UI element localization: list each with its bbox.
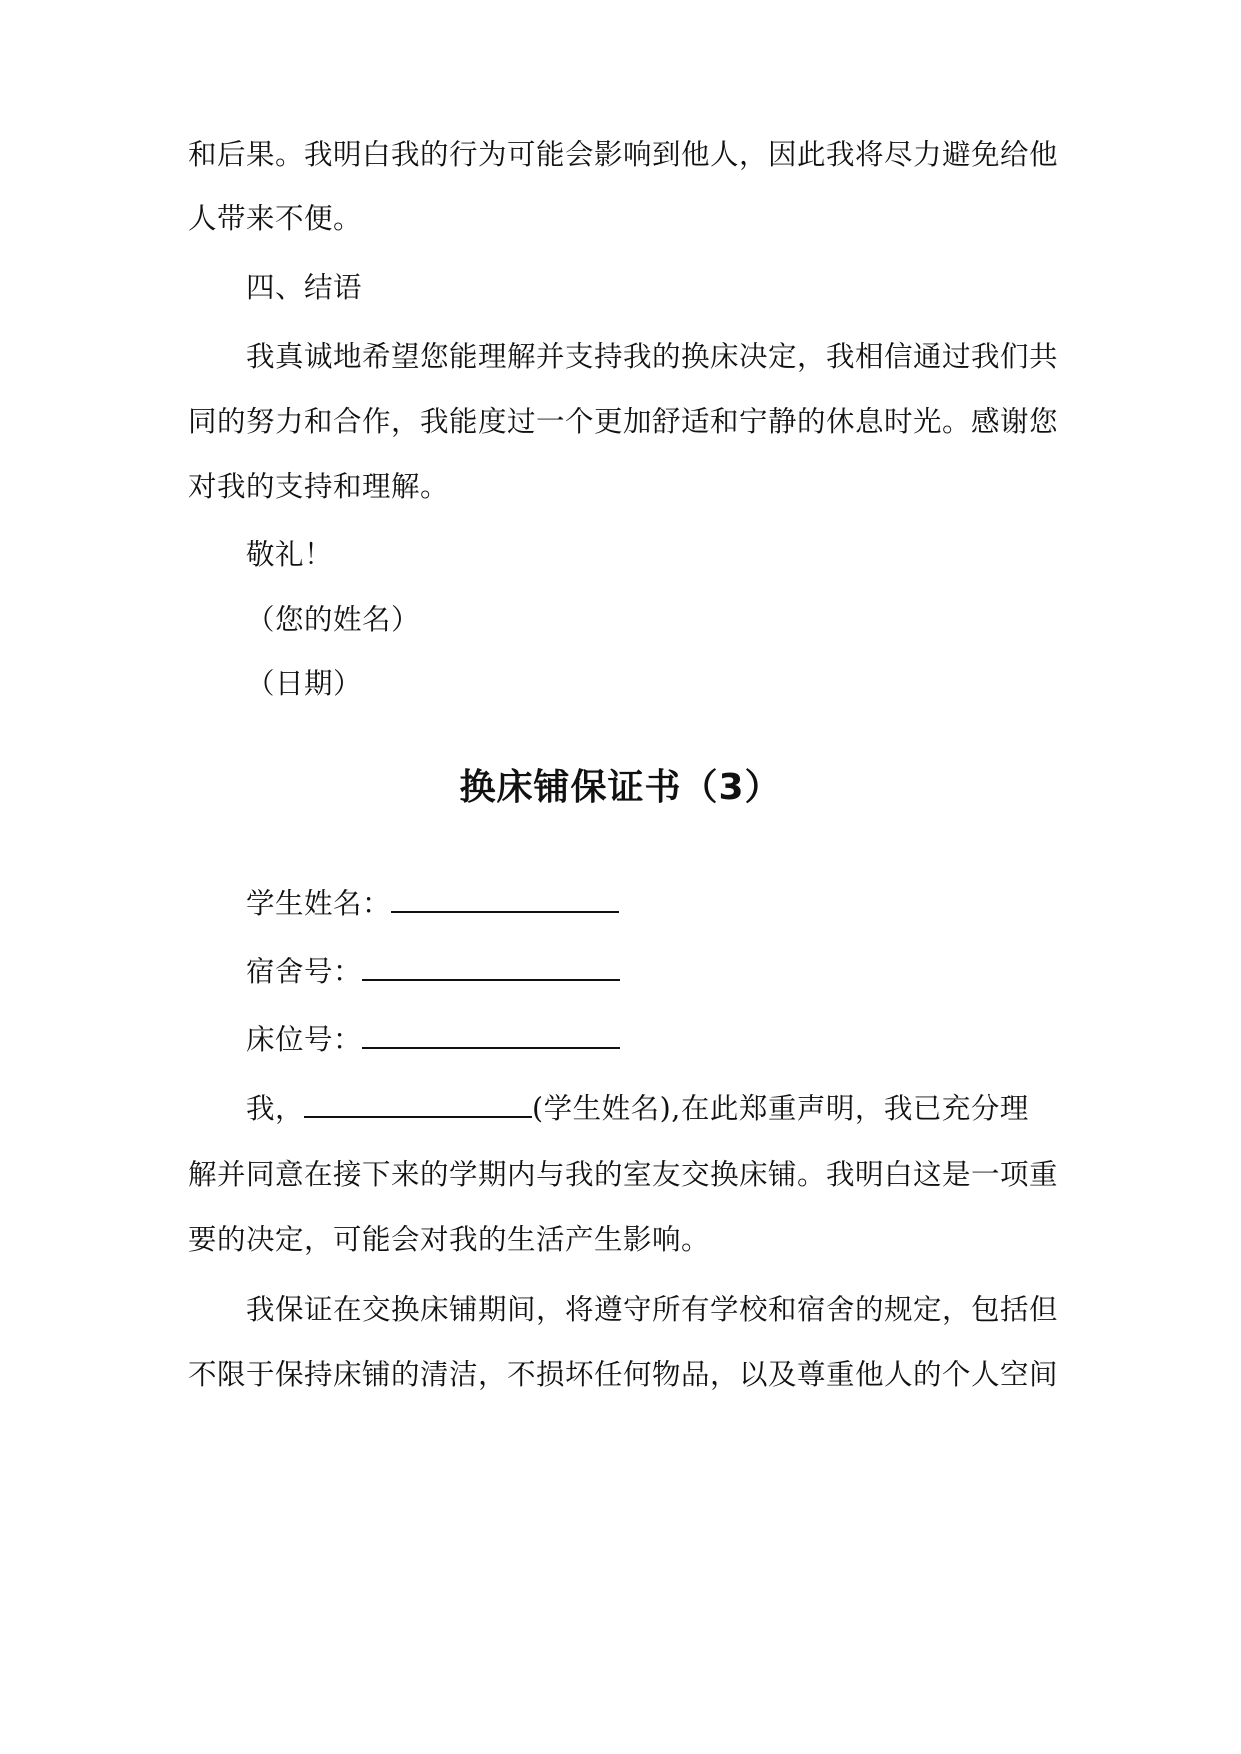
declaration-line: [246, 1089, 1056, 1129]
paragraph-line: 和后果。我明白我的行为可能会影响到他人，因此我将尽力避免给他: [188, 138, 1059, 171]
signature-name-placeholder: （您的姓名）: [246, 603, 421, 636]
student-name-blank: [391, 887, 619, 913]
paragraph-line: 要的决定，可能会对我的生活产生影响。: [188, 1223, 711, 1256]
declaration-suffix: (学生姓名),在此郑重声明，我已充分理: [532, 1092, 1029, 1125]
bed-label: 床位号：: [246, 1023, 363, 1056]
paragraph-line: 我真诚地希望您能理解并支持我的换床决定，我相信通过我们共: [246, 340, 1059, 373]
paragraph-line: 解并同意在接下来的学期内与我的室友交换床铺。我明白这是一项重: [188, 1158, 1059, 1191]
signature-date-placeholder: （日期）: [246, 667, 363, 700]
paragraph-line: 不限于保持床铺的清洁，不损坏任何物品，以及尊重他人的个人空间: [188, 1358, 1059, 1391]
dorm-label: 宿舍号：: [246, 955, 363, 988]
dorm-field-row: [246, 952, 1056, 992]
bed-blank: [362, 1023, 620, 1049]
closing-salutation: 敬礼！: [246, 538, 334, 571]
section-heading: 四、结语: [246, 271, 363, 304]
dorm-blank: [362, 955, 620, 981]
declaration-prefix: 我，: [246, 1092, 305, 1125]
paragraph-line: 对我的支持和理解。: [188, 470, 450, 503]
paragraph-line: 同的努力和合作，我能度过一个更加舒适和宁静的休息时光。感谢您: [188, 405, 1059, 438]
document-title: 换床铺保证书（3）: [459, 767, 782, 808]
declaration-name-blank: [304, 1092, 532, 1118]
paragraph-line: 人带来不便。: [188, 202, 363, 235]
paragraph-line: 我保证在交换床铺期间，将遵守所有学校和宿舍的规定，包括但: [246, 1293, 1059, 1326]
bed-field-row: [246, 1020, 1056, 1060]
student-name-field-row: [246, 884, 1056, 924]
student-name-label: 学生姓名：: [246, 887, 392, 920]
